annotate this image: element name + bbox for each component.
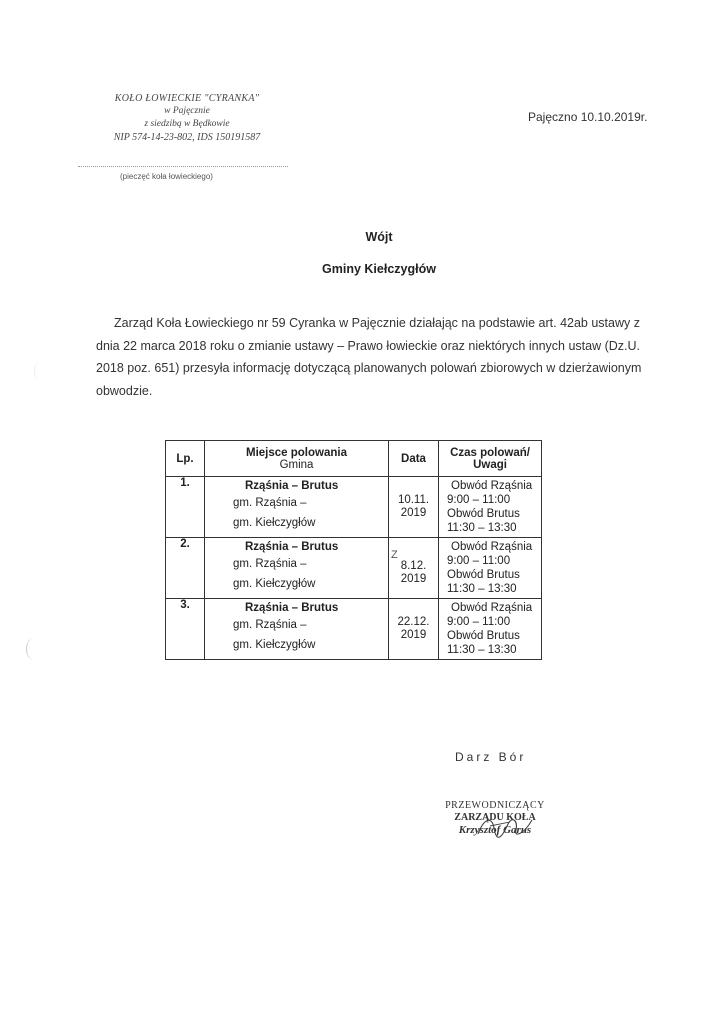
header-lp: Lp. (166, 441, 205, 477)
row-time-1: Obwód Rząśnia (451, 602, 533, 614)
row-gmina-1: gm. Rząśnia – (233, 558, 307, 570)
row-place (205, 599, 389, 660)
punch-hole-mark (34, 362, 45, 380)
signature-title: PRZEWODNICZĄCY (445, 800, 545, 811)
header-place: Miejsce polowania Gmina (205, 441, 389, 477)
row-gmina-2: gm. Kiełczygłów (233, 639, 316, 651)
recipient-title: Wójt (365, 230, 393, 244)
row-time-3: Obwód Brutus (447, 508, 520, 520)
row-lp: 2. (166, 538, 205, 599)
row-date (389, 599, 439, 660)
stamp-divider (78, 166, 288, 167)
row-place (205, 538, 389, 599)
row-gmina-1: gm. Rząśnia – (233, 619, 307, 631)
closing-greeting: Darz Bór (455, 750, 527, 764)
row-time-2: 9:00 – 11:00 (447, 555, 511, 567)
row-gmina-2: gm. Kiełczygłów (233, 517, 316, 529)
table-row (166, 477, 542, 538)
row-date-day: 22.12. (397, 616, 430, 628)
row-gmina-2: gm. Kiełczygłów (233, 578, 316, 590)
row-time-2: 9:00 – 11:00 (447, 494, 511, 506)
row-time-4: 11:30 – 13:30 (447, 583, 517, 595)
row-date-year: 2019 (400, 507, 427, 519)
row-date-day: 8.12. (400, 560, 427, 572)
stamp-seat: z siedzibą w Będkowie (144, 119, 230, 129)
table-header-row (166, 441, 542, 477)
stamp-nip: NIP 574-14-23-802, IDS 150191587 (113, 132, 261, 143)
row-lp: 1. (166, 477, 205, 538)
handwritten-mark: Z (391, 549, 398, 561)
header-place-sub: Gmina (279, 458, 314, 471)
row-time (439, 538, 542, 599)
row-place (205, 477, 389, 538)
recipient-office: Gminy Kiełczygłów (322, 262, 436, 276)
letter-body (96, 312, 650, 402)
row-time-3: Obwód Brutus (447, 569, 520, 581)
club-stamp (92, 92, 282, 144)
table-row (166, 538, 542, 599)
row-place-name: Rząśnia – Brutus (245, 602, 339, 614)
signature-board: ZARZĄDU KOŁA (454, 812, 536, 823)
row-date (389, 477, 439, 538)
row-time (439, 599, 542, 660)
row-time-1: Obwód Rząśnia (451, 541, 533, 553)
row-place-name: Rząśnia – Brutus (245, 480, 339, 492)
table-row (166, 599, 542, 660)
header-date: Data (389, 441, 439, 477)
row-time (439, 477, 542, 538)
row-time-4: 11:30 – 13:30 (447, 522, 517, 534)
body-paragraph: Zarząd Koła Łowieckiego nr 59 Cyranka w Pajęcznie działając na podstawie art. 42ab ustawy z dnia 22 marca 2018 roku o zmianie ustawy – Prawo łowieckie oraz niektórych innych ustaw (Dz.U. 2018 poz. 651) przesyła informację dotyczącą planowanych polowań zbiorowych w dzierżawionym obwodzie. (96, 316, 642, 398)
row-gmina-1: gm. Rząśnia – (233, 497, 307, 509)
header-time: Czas polowań/ Uwagi (439, 441, 542, 477)
row-lp: 3. (166, 599, 205, 660)
row-date-year: 2019 (400, 573, 427, 585)
handwritten-signature (470, 808, 540, 848)
row-date (389, 538, 439, 599)
punch-hole-mark (26, 638, 41, 660)
row-time-3: Obwód Brutus (447, 630, 520, 642)
hunt-schedule-table (165, 440, 542, 660)
stamp-club-name: KOŁO ŁOWIECKIE "CYRANKA" (114, 93, 260, 104)
row-date-day: 10.11. (397, 494, 430, 506)
signature-name: Krzysztof Garus (458, 824, 532, 836)
letter-date: Pajęczno 10.10.2019r. (528, 110, 648, 124)
stamp-caption: (pieczęć koła łowieckiego) (120, 172, 213, 181)
row-time-4: 11:30 – 13:30 (447, 644, 517, 656)
row-time-2: 9:00 – 11:00 (447, 616, 511, 628)
row-place-name: Rząśnia – Brutus (245, 541, 339, 553)
header-time-sub: Uwagi (473, 458, 507, 471)
stamp-location: w Pajęcznie (164, 106, 210, 116)
row-date-year: 2019 (400, 629, 427, 641)
row-time-1: Obwód Rząśnia (451, 480, 533, 492)
